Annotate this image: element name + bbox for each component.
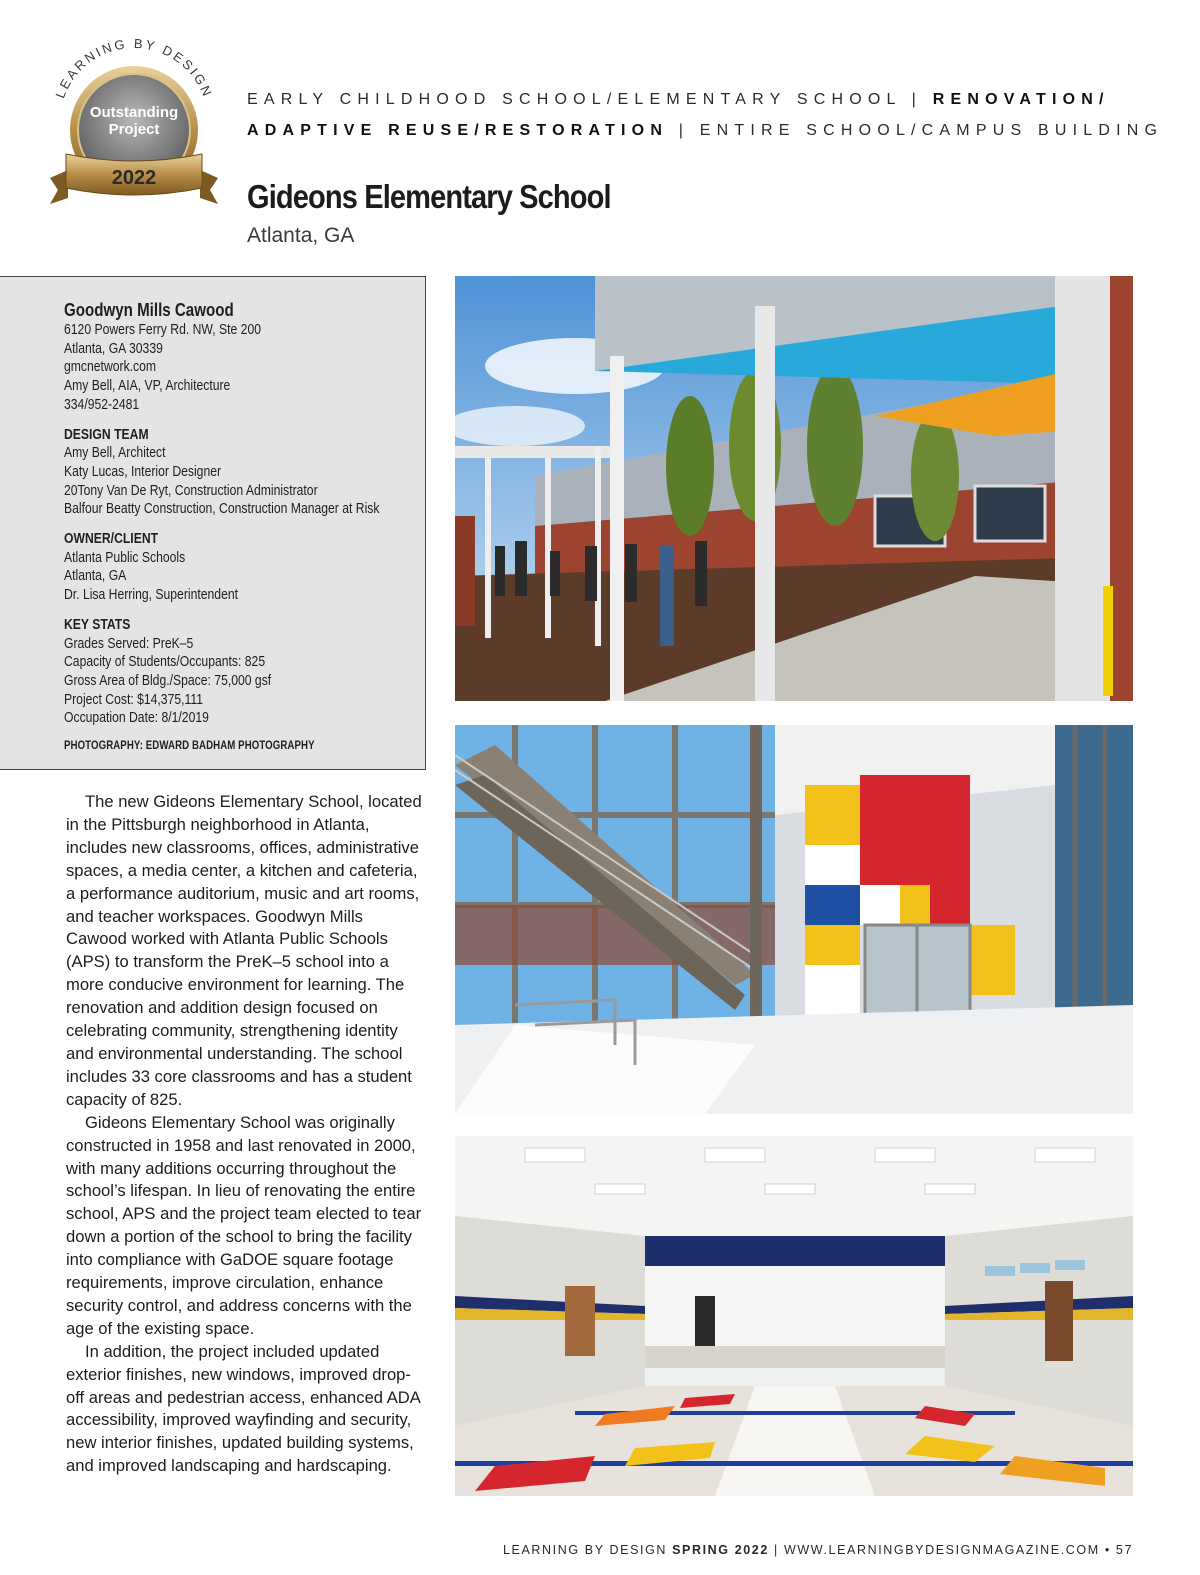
key-stat: Grades Served: PreK–5 xyxy=(64,635,194,652)
page-footer xyxy=(503,1543,1133,1557)
firm-phone: 334/952-2481 xyxy=(64,396,140,413)
page-number: 57 xyxy=(1115,1543,1133,1557)
award-seal-icon xyxy=(38,30,230,215)
footer-issue: SPRING 2022 xyxy=(672,1543,769,1557)
body-paragraph: In addition, the project included updated exterior finishes, new windows, improved drop-off areas and pedestrian access, enhanced ADA accessibility, improved wayfinding and security, new interior finishes, updated building systems, and improved landscaping and hardscaping. xyxy=(66,1341,420,1476)
project-info-box xyxy=(0,276,426,770)
design-team-member: Amy Bell, Architect xyxy=(64,445,166,462)
category-primary: EARLY CHILDHOOD SCHOOL/ELEMENTARY SCHOOL xyxy=(247,91,902,108)
firm-contact: Amy Bell, AIA, VP, Architecture xyxy=(64,378,231,395)
footer-website: WWW.LEARNINGBYDESIGNMAGAZINE.COM xyxy=(783,1543,1100,1557)
key-stat: Project Cost: $14,375,111 xyxy=(64,691,204,708)
firm-address-line1: 6120 Powers Ferry Rd. NW, Ste 200 xyxy=(64,322,261,338)
key-stat: Occupation Date: 8/1/2019 xyxy=(64,710,209,727)
atrium-stair-photo xyxy=(455,725,1133,1114)
category-separator: | xyxy=(668,122,700,139)
badge-arc-text: LEARNING BY DESIGN xyxy=(52,35,216,101)
owner-line: Atlanta, GA xyxy=(64,568,127,585)
category-separator: | xyxy=(901,91,933,108)
owner-line: Dr. Lisa Herring, Superintendent xyxy=(64,587,239,604)
photo-credit: PHOTOGRAPHY: EDWARD BADHAM PHOTOGRAPHY xyxy=(64,740,315,753)
firm-address-line2: Atlanta, GA 30339 xyxy=(64,340,163,357)
category-bold: RENOVATION/ ADAPTIVE REUSE/RESTORATION xyxy=(247,91,1110,139)
key-stat: Gross Area of Bldg./Space: 75,000 gsf xyxy=(64,672,272,689)
body-paragraph: Gideons Elementary School was originally constructed in 1958 and last renovated in 2000, with many additions occurring throughout the school’s lifespan. In lieu of renovating the entire school, APS and the project team elected to tear down a portion of the school to bring the facility into compliance with GaDOE square footage requirements, improve circulation, enhance security control, and address concerns with the age of the existing space. xyxy=(66,1112,422,1338)
footer-bullet: • xyxy=(1104,1543,1111,1557)
article-body xyxy=(66,791,426,1478)
owner-line: Atlanta Public Schools xyxy=(64,549,186,566)
outstanding-project-badge xyxy=(38,30,230,215)
cafetorium-stage-photo xyxy=(455,1136,1133,1496)
firm-name: Goodwyn Mills Cawood xyxy=(64,300,234,320)
category-secondary: ENTIRE SCHOOL/CAMPUS BUILDING xyxy=(699,122,1164,139)
firm-website: gmcnetwork.com xyxy=(64,359,157,376)
key-stats-heading: KEY STATS xyxy=(64,616,131,633)
design-team-member: Balfour Beatty Construction, Construction Manager at Risk xyxy=(64,501,380,518)
badge-year: 2022 xyxy=(111,167,157,189)
project-categories xyxy=(247,84,1167,146)
footer-magazine: LEARNING BY DESIGN xyxy=(503,1543,668,1557)
project-title: Gideons Elementary School xyxy=(247,178,611,215)
key-stat: Capacity of Students/Occupants: 825 xyxy=(64,654,266,671)
badge-line1: Outstanding xyxy=(89,104,179,121)
project-location: Atlanta, GA xyxy=(247,224,355,247)
design-team-member: Katy Lucas, Interior Designer xyxy=(64,463,222,480)
body-paragraph: The new Gideons Elementary School, located in the Pittsburgh neighborhood in Atlanta, includes new classrooms, offices, administrative spaces, a media center, a kitchen and cafeteria, a performance auditorium, music and art rooms, and teacher workspaces. Goodwyn Mills Cawood worked with Atlanta Public Schools (APS) to transform the PreK–5 school into a more conducive environment for learning. The renovation and addition design focused on celebrating community, strengthening identity and environmental understanding. The school includes 33 core classrooms and has a student capacity of 825. xyxy=(66,792,422,1109)
owner-heading: OWNER/CLIENT xyxy=(64,531,159,548)
design-team-heading: DESIGN TEAM xyxy=(64,426,149,443)
design-team-member: 20Tony Van De Ryt, Construction Administrator xyxy=(64,482,318,499)
footer-separator: | xyxy=(774,1543,779,1557)
badge-line2: Project xyxy=(108,121,160,138)
exterior-canopy-photo xyxy=(455,276,1133,701)
